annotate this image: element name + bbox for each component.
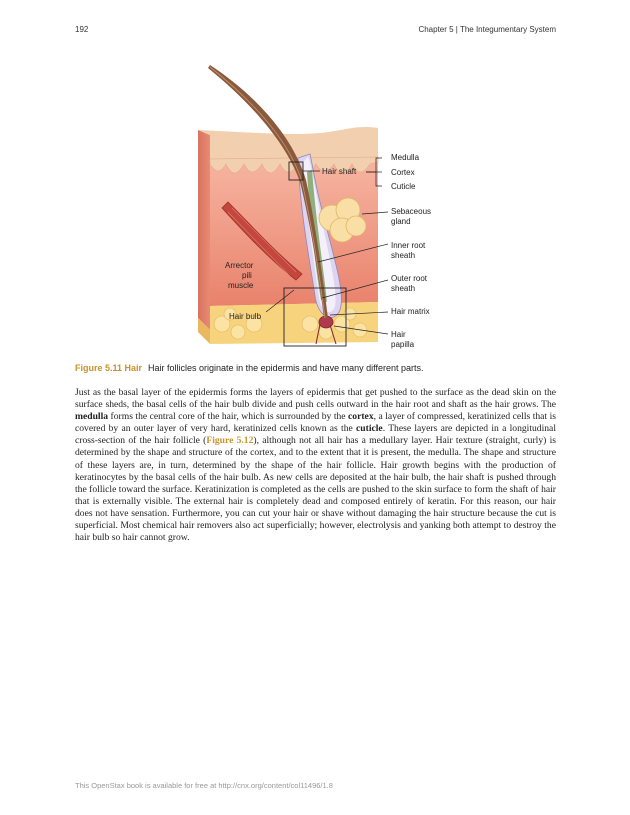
- label-arrector-2: pili: [242, 271, 252, 280]
- label-hair-shaft: Hair shaft: [322, 167, 357, 176]
- label-outer-root-1: Outer root: [391, 274, 428, 283]
- label-arrector-1: Arrector: [225, 261, 254, 270]
- figure-caption-text: Hair follicles originate in the epidermis and have many different parts.: [148, 363, 424, 373]
- figure-number: Figure 5.11 Hair: [75, 363, 143, 373]
- label-medulla: Medulla: [391, 153, 420, 162]
- label-papilla-2: papilla: [391, 340, 415, 349]
- skin-side-face: [198, 130, 210, 330]
- term-cuticle: cuticle: [356, 423, 383, 435]
- page-number: 192: [75, 25, 89, 34]
- label-inner-root-1: Inner root: [391, 241, 426, 250]
- footer-text: This OpenStax book is available for free at http://cnx.org/content/col11496/1.8: [75, 781, 333, 790]
- label-hair-matrix: Hair matrix: [391, 307, 430, 316]
- figure-link[interactable]: Figure 5.12: [206, 435, 254, 447]
- body-paragraph: Just as the basal layer of the epidermis forms the layers of epidermis that get pushed to the surface as the dead skin on the surface sheds, the basal cells of the hair bulb divide and push cells outward in the hair root and shaft as the hair grows. The medulla forms the central core of the hair, which is surrounded by the cortex, a layer of compressed, keratinized cells that is covered by an outer layer of very hard, keratinized cells known as the cuticle. These layers are depicted in a longitudinal cross-section of the hair follicle (Figure 5.12), although not all hair has a medullary layer. Hair texture (straight, curly) is determined by the shape and structure of the cortex, and to the extent that it is present, the medulla. The shape and structure of these layers are, in turn, determined by the shape of the hair follicle. Hair growth begins with the production of keratinocytes by the basal cells of the hair bulb. As new cells are deposited at the hair bulb, the hair shaft is pushed through the follicle toward the surface. Keratinization is completed as the cells are pushed to the skin surface to form the shaft of hair that is externally visible. The external hair is completely dead and composed entirely of keratin. For this reason, our hair does not have sensation. Furthermore, you can cut your hair or shave without damaging the hair structure because the cut is superficial. Most chemical hair removers also act superficially; however, electrolysis and yanking both attempt to destroy the hair bulb so hair cannot grow.: [75, 387, 556, 544]
- hair-follicle-figure: [150, 62, 480, 354]
- label-arrector-3: muscle: [228, 281, 254, 290]
- term-medulla: medulla: [75, 411, 109, 423]
- figure-caption: [75, 363, 565, 373]
- term-cortex: cortex: [348, 411, 374, 423]
- label-cuticle: Cuticle: [391, 182, 416, 191]
- label-sebaceous-2: gland: [391, 217, 411, 226]
- label-inner-root-2: sheath: [391, 251, 416, 260]
- label-papilla-1: Hair: [391, 330, 406, 339]
- label-sebaceous-1: Sebaceous: [391, 207, 432, 216]
- label-cortex: Cortex: [391, 168, 415, 177]
- label-outer-root-2: sheath: [391, 284, 416, 293]
- label-hair-bulb: Hair bulb: [229, 312, 262, 321]
- chapter-title: Chapter 5 | The Integumentary System: [418, 25, 556, 34]
